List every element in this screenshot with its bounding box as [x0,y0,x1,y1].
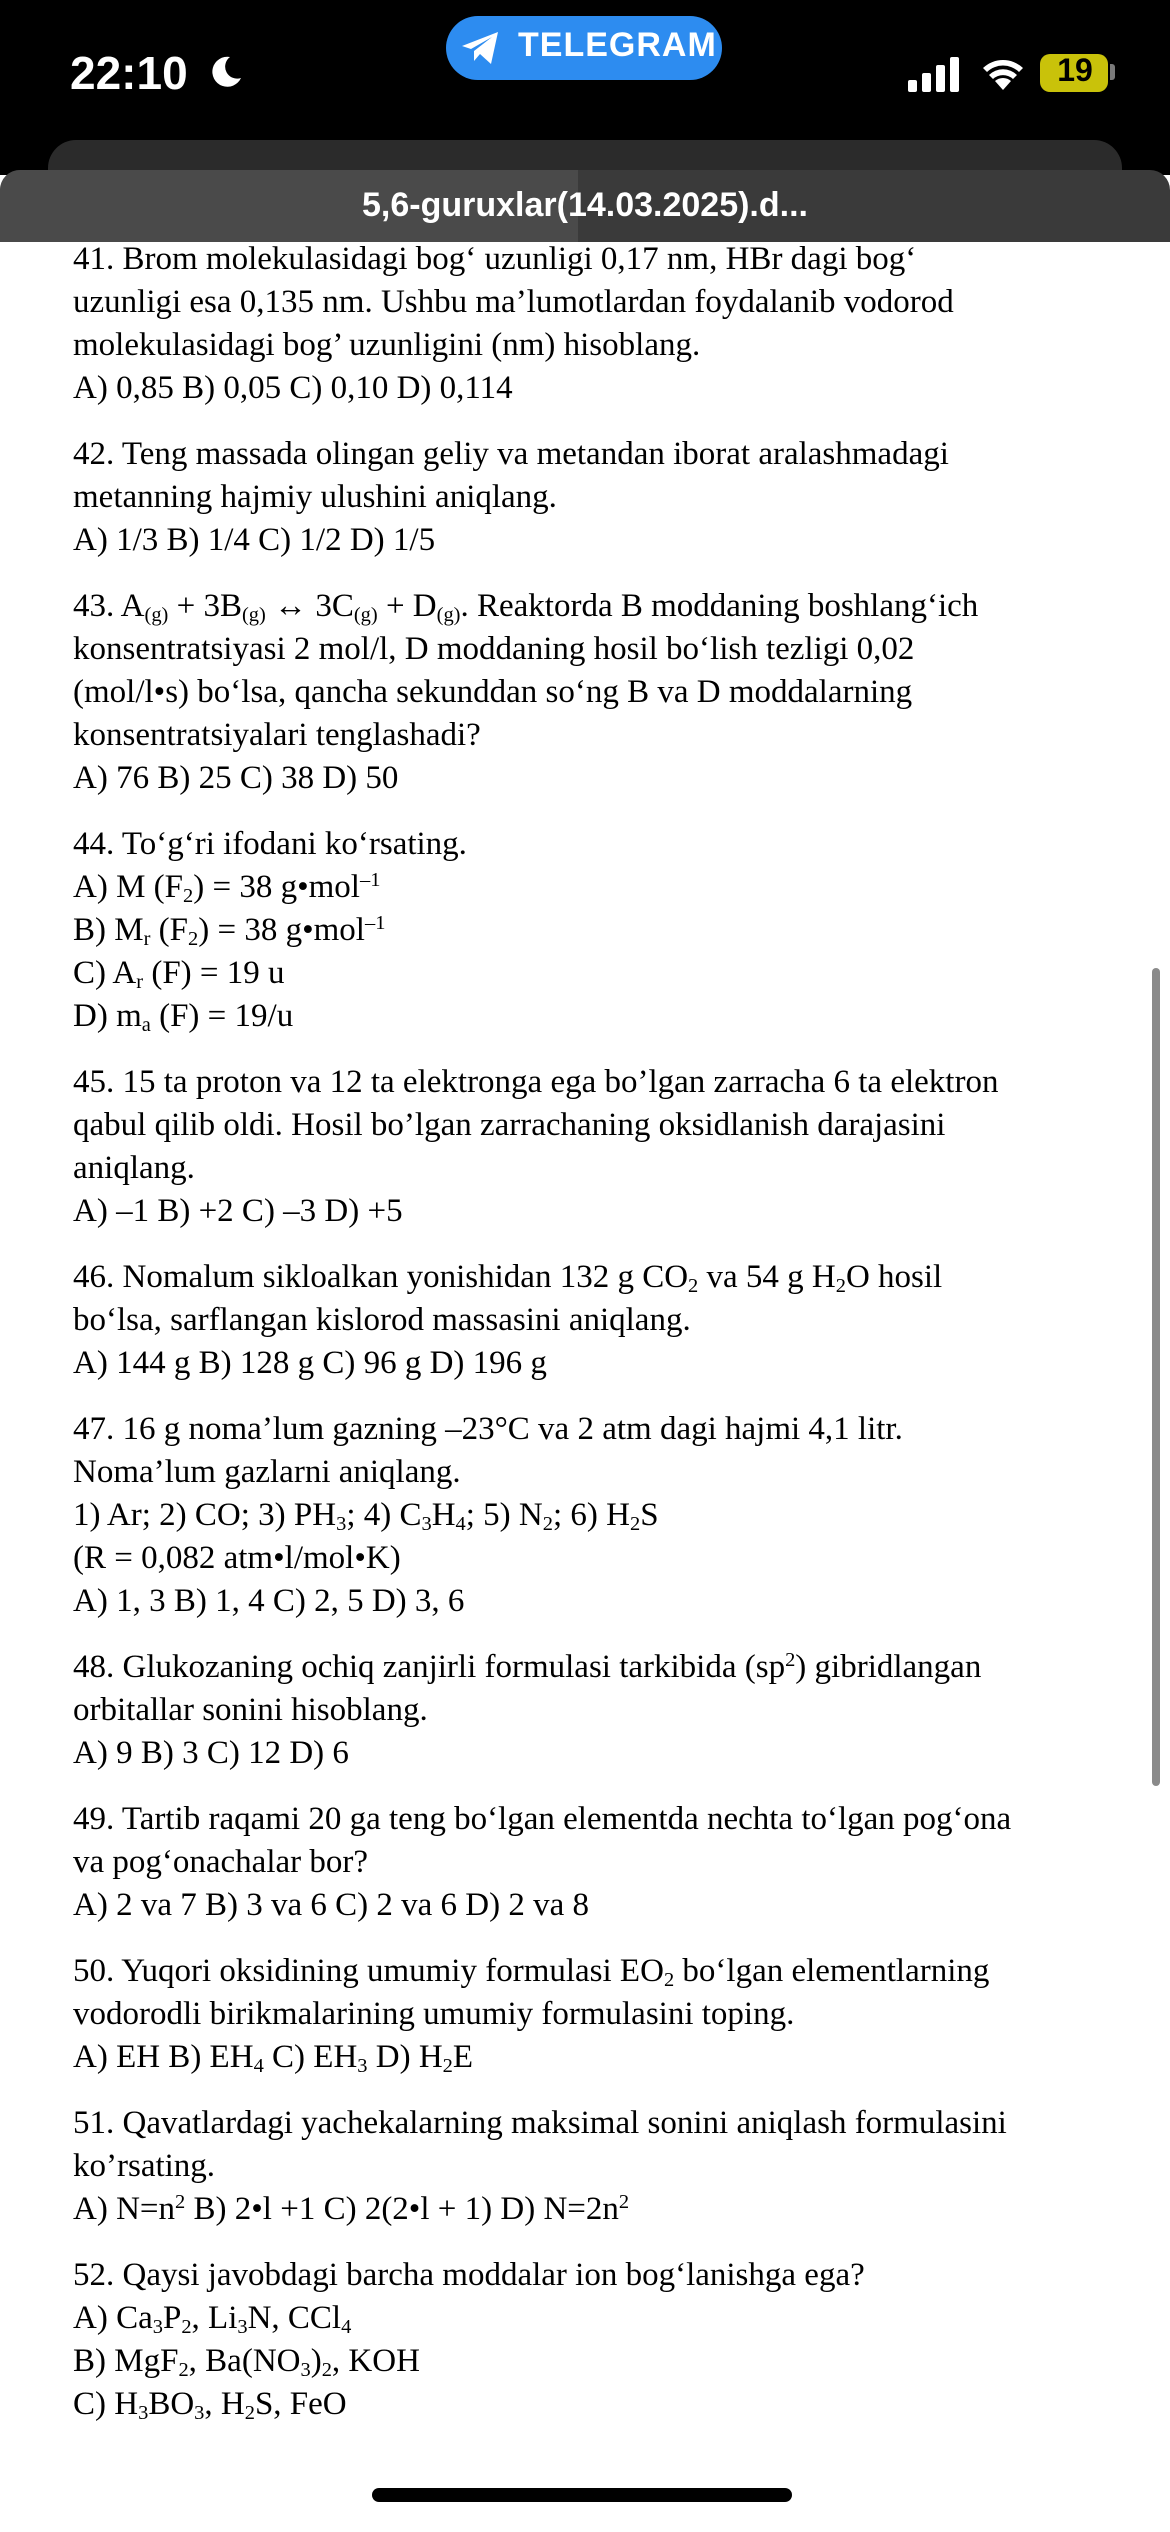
question-44 [73,823,1123,1038]
question-line: 43. $A_{(g)} + 3B_{(g)}$ ↔ $3C_{(g)} + D_{(g)}$. Reaktorda B moddaning boshlang‘ich [73,588,979,627]
question-line: 52. Qaysi javobdagi barcha moddalar ion bog‘lanishga ega? [73,2257,865,2293]
answer-options: A) 144 g B) 128 g C) 96 g D) 196 g [73,1345,547,1381]
question-line: metanning hajmiy ulushini aniqlang. [73,479,557,515]
question-line: 41. Brom molekulasidagi bog‘ uzunligi 0,17 nm, HBr dagi bog‘ [73,241,917,277]
battery-level: 19 [1057,52,1093,88]
answer-options: A) EH B) $EH_4$ C) $EH_3$ D) $H_2E$ [73,2039,474,2078]
answer-option-c: C) $H_3BO_3$, $H_2S$, FeO [73,2386,347,2425]
question-47 [73,1408,1123,1623]
answer-option-a: A) $Ca_3P_2$, $Li_3N$, CCl$_4$ [73,2300,352,2339]
question-line: Noma’lum gazlarni aniqlang. [73,1454,461,1490]
question-51 [73,2102,1123,2231]
answer-options: A) 76 B) 25 C) 38 D) 50 [73,760,399,796]
question-41 [73,238,1123,410]
scrollbar[interactable] [1152,968,1160,1786]
question-line: va pog‘onachalar bor? [73,1844,369,1880]
moon-icon [208,54,244,90]
question-line: 46. Nomalum sikloalkan yonishidan 132 g $CO_2$ va 54 g $H_2O$ hosil [73,1259,943,1298]
question-line: uzunligi esa 0,135 nm. Ushbu ma’lumotlardan foydalanib vodorod [73,284,954,320]
question-line: 48. Glukozaning ochiq zanjirli formulasi tarkibida $(sp^2)$ gibridlangan [73,1648,982,1685]
question-line: 50. Yuqori oksidining umumiy formulasi $EO_2$ bo‘lgan elementlarning [73,1953,990,1992]
question-line: konsentratsiyalari tenglashadi? [73,717,481,753]
question-line: molekulasidagi bog’ uzunligini (nm) hisoblang. [73,327,701,363]
document-body [73,238,1123,2449]
question-line: 45. 15 ta proton va 12 ta elektronga ega bo’lgan zarracha 6 ta elektron [73,1064,999,1100]
question-line: bo‘lsa, sarflangan kislorod massasini aniqlang. [73,1302,691,1338]
question-48 [73,1646,1123,1775]
answer-options: A) $N=n^2$ B) 2•l +1 C) 2(2•l + 1) D) $N=2n^2$ [73,2190,630,2227]
question-line: ko’rsating. [73,2148,216,2184]
question-line: aniqlang. [73,1150,195,1186]
question-line: 47. 16 g noma’lum gazning –23°C va 2 atm dagi hajmi 4,1 litr. [73,1411,903,1447]
telegram-label: TELEGRAM [518,26,717,64]
answer-option-b: B) $M_r$ $(F_2) = 38$ g•mol$^{-1}$ [73,911,386,951]
answer-options: A) 1, 3 B) 1, 4 C) 2, 5 D) 3, 6 [73,1583,465,1619]
question-46 [73,1256,1123,1385]
question-50 [73,1950,1123,2079]
question-45 [73,1061,1123,1233]
question-line: 42. Teng massada olingan geliy va metandan iborat aralashmadagi [73,436,949,472]
home-indicator[interactable] [372,2488,792,2502]
answer-option-b: B) MgF$_2$, $Ba(NO_3)_2$, KOH [73,2343,420,2382]
question-line: konsentratsiyasi 2 mol/l, D moddaning hosil bo‘lish tezligi 0,02 [73,631,915,667]
answer-options: A) 0,85 B) 0,05 C) 0,10 D) 0,114 [73,370,513,406]
answer-option-d: D) $m_a$ (F) = 19/u [73,998,294,1037]
question-line: orbitallar sonini hisoblang. [73,1692,428,1728]
question-line: 49. Tartib raqami 20 ga teng bo‘lgan elementda nechta to‘lgan pog‘ona [73,1801,1012,1837]
question-43 [73,585,1123,800]
status-time: 22:10 [70,47,188,99]
question-line: 1) Ar; 2) CO; 3) $PH_3$; 4) $C_3H_4$; 5) $N_2$; 6) $H_2S$ [73,1497,659,1536]
answer-options: A) –1 B) +2 C) –3 D) +5 [73,1193,403,1229]
question-line: qabul qilib oldi. Hosil bo’lgan zarrachaning oksidlanish darajasini [73,1107,946,1143]
answer-option-a: A) M $(F_2) = 38$ g•mol$^{-1}$ [73,868,381,908]
question-line: 51. Qavatlardagi yachekalarning maksimal sonini aniqlash formulasini [73,2105,1007,2141]
question-42 [73,433,1123,562]
question-line: vodorodli birikmalarining umumiy formulasini toping. [73,1996,795,2032]
question-line: (R = 0,082 atm•l/mol•K) [73,1540,401,1576]
answer-option-c: C) $A_r$ (F) = 19 u [73,955,285,994]
answer-options: A) 1/3 B) 1/4 C) 1/2 D) 1/5 [73,522,436,558]
question-line: 44. To‘g‘ri ifodani ko‘rsating. [73,826,467,862]
question-49 [73,1798,1123,1927]
answer-options: A) 2 va 7 B) 3 va 6 C) 2 va 6 D) 2 va 8 [73,1887,589,1923]
signal-icon [906,56,962,92]
question-line: (mol/l•s) bo‘lsa, qancha sekunddan so‘ng B va D moddalarning [73,674,913,710]
document-title[interactable]: 5,6-guruxlar(14.03.2025).d... [362,186,808,224]
paper-plane-icon [460,30,500,66]
wifi-icon [980,56,1026,92]
battery-cap [1110,64,1115,80]
answer-options: A) 9 B) 3 C) 12 D) 6 [73,1735,349,1771]
question-52 [73,2254,1123,2426]
